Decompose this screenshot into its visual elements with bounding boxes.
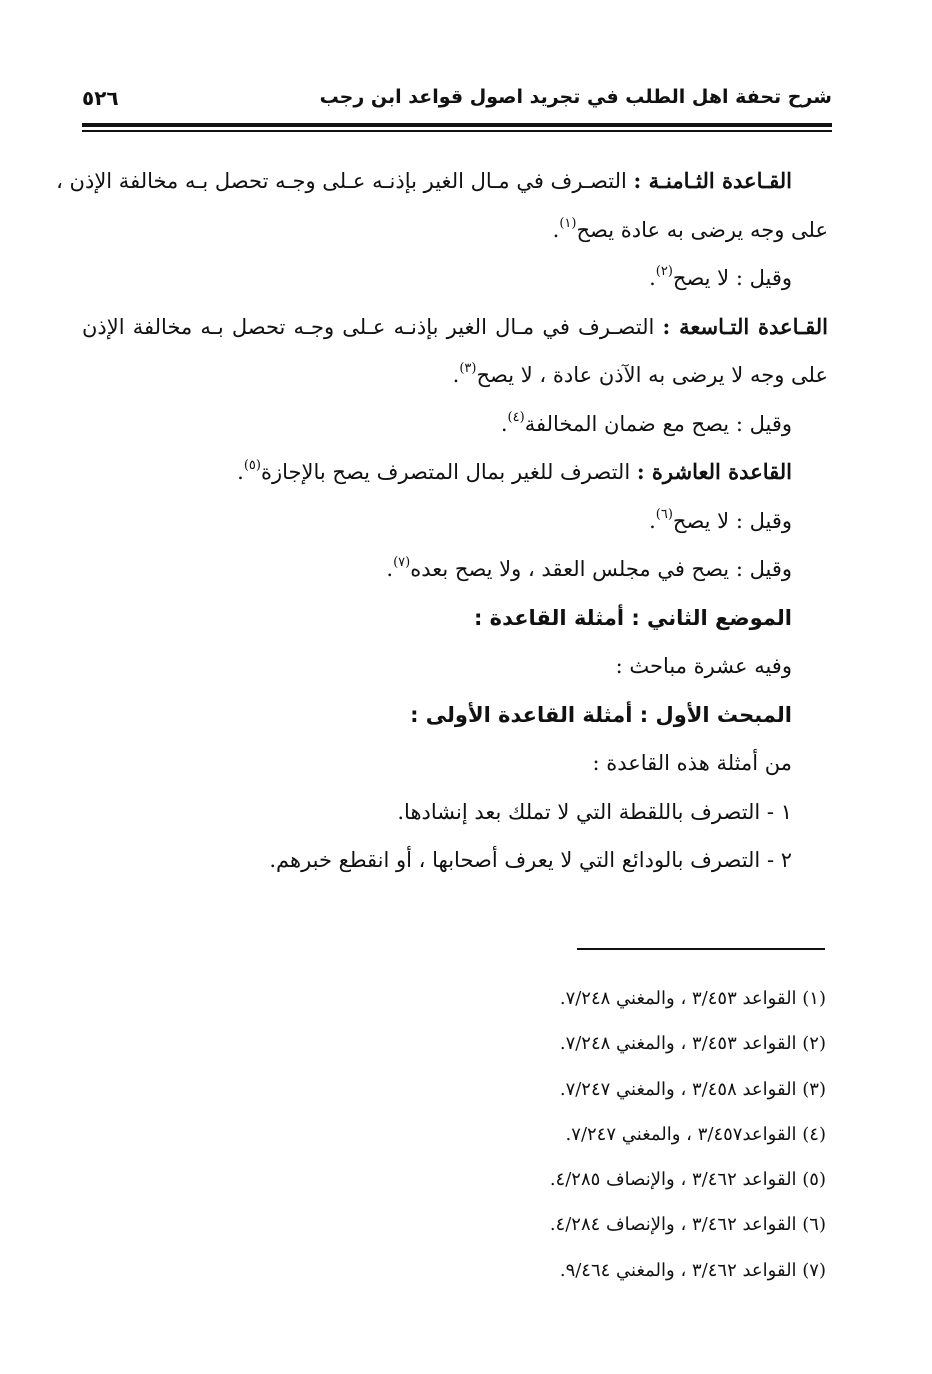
period: .	[452, 363, 460, 387]
footnote: (٣) القواعد ٣/٤٥٨ ، والمغني ٧/٢٤٧.	[559, 1078, 826, 1100]
list-item: ٢ - التصرف بالودائع التي لا يعرف أصحابها ، أو انقطع خبرهم.	[269, 848, 792, 872]
rule10-line	[82, 448, 828, 497]
list-item: ١ - التصرف باللقطة التي لا تملك بعد إنشادها.	[397, 799, 792, 824]
rule9-line2	[82, 351, 828, 400]
footnote-ref-1[interactable]: (١)	[559, 215, 577, 231]
footnote-ref-3[interactable]: (٣)	[459, 361, 477, 376]
qila1-text: وقيل : لا يصح	[672, 266, 792, 290]
footnote-ref-6[interactable]: (٦)	[655, 506, 673, 522]
footnote-ref-7[interactable]: (٧)	[393, 555, 411, 570]
footnote-ref-4[interactable]: (٤)	[507, 409, 525, 425]
rule8-label: القـاعدة الثـامنـة :	[633, 168, 792, 193]
footnote-divider	[577, 948, 825, 950]
footnote-ref-2[interactable]: (٢)	[655, 264, 673, 279]
footnotes	[326, 976, 826, 1293]
examples-intro: من أمثلة هذه القاعدة :	[592, 751, 792, 775]
period: .	[649, 508, 656, 533]
rule9-text2: على وجه لا يرضى به الآذن عادة ، لا يصح	[476, 363, 828, 387]
qila-line2	[82, 400, 828, 449]
header-rule-thin	[82, 130, 832, 132]
footnote: (٢) القواعد ٣/٤٥٣ ، والمغني ٧/٢٤٨.	[559, 1033, 826, 1055]
qila3-text: وقيل : لا يصح	[672, 508, 792, 533]
rule10-label: القاعدة العاشرة :	[636, 459, 792, 484]
footnote-ref-5[interactable]: (٥)	[243, 458, 261, 473]
footnote: (٦) القواعد ٣/٤٦٢ ، والإنصاف ٤/٢٨٤.	[549, 1214, 826, 1236]
footnote: (٧) القواعد ٣/٤٦٢ ، والمغني ٩/٤٦٤.	[559, 1259, 826, 1281]
subsection-heading: المبحث الأول : أمثلة القاعدة الأولى :	[410, 702, 792, 727]
qila-line3	[82, 497, 828, 546]
footnote: (١) القواعد ٣/٤٥٣ ، والمغني ٧/٢٤٨.	[559, 988, 826, 1009]
rule10-text: التصرف للغير بمال المتصرف يصح بالإجازة	[260, 460, 631, 484]
footnote: (٤) القواعد٣/٤٥٧ ، والمغني ٧/٢٤٧.	[565, 1123, 826, 1145]
rule9-line1	[82, 303, 828, 352]
period: .	[386, 557, 394, 581]
period: .	[649, 266, 656, 290]
qila4-text: وقيل : يصح في مجلس العقد ، ولا يصح بعده	[410, 557, 792, 581]
page-number: ٥٢٦	[82, 86, 119, 110]
rule8-text2: على وجه يرضى به عادة يصح	[576, 217, 828, 242]
page-header	[82, 78, 832, 120]
period: .	[237, 460, 244, 484]
main-text	[56, 157, 828, 885]
mabahith-line: وفيه عشرة مباحث :	[615, 654, 792, 678]
rule8-text1: التصـرف في مـال الغير بإذنـه عـلى وجـه تحصل بـه مخالفة الإذن ،	[56, 169, 627, 193]
rule8-line2	[82, 206, 828, 255]
running-title: شرح تحفة اهل الطلب في تجريد اصول قواعد ابن رجب	[319, 86, 832, 108]
header-rule-thick	[82, 123, 832, 127]
qila-line4	[82, 545, 828, 594]
footnote: (٥) القواعد ٣/٤٦٢ ، والإنصاف ٤/٢٨٥.	[549, 1169, 826, 1191]
qila2-text: وقيل : يصح مع ضمان المخالفة	[524, 411, 792, 436]
qila-line1	[82, 254, 828, 303]
rule9-label: القـاعدة التـاسعة :	[662, 313, 828, 339]
rule9-text1: التصـرف في مـال الغير بإذنـه عـلى وجـه تحصل بـه مخالفة الإذن	[82, 314, 655, 339]
period: .	[500, 411, 508, 436]
rule8-line1	[56, 157, 828, 206]
period: .	[552, 217, 560, 242]
section-heading: الموضع الثاني : أمثلة القاعدة :	[473, 605, 792, 630]
